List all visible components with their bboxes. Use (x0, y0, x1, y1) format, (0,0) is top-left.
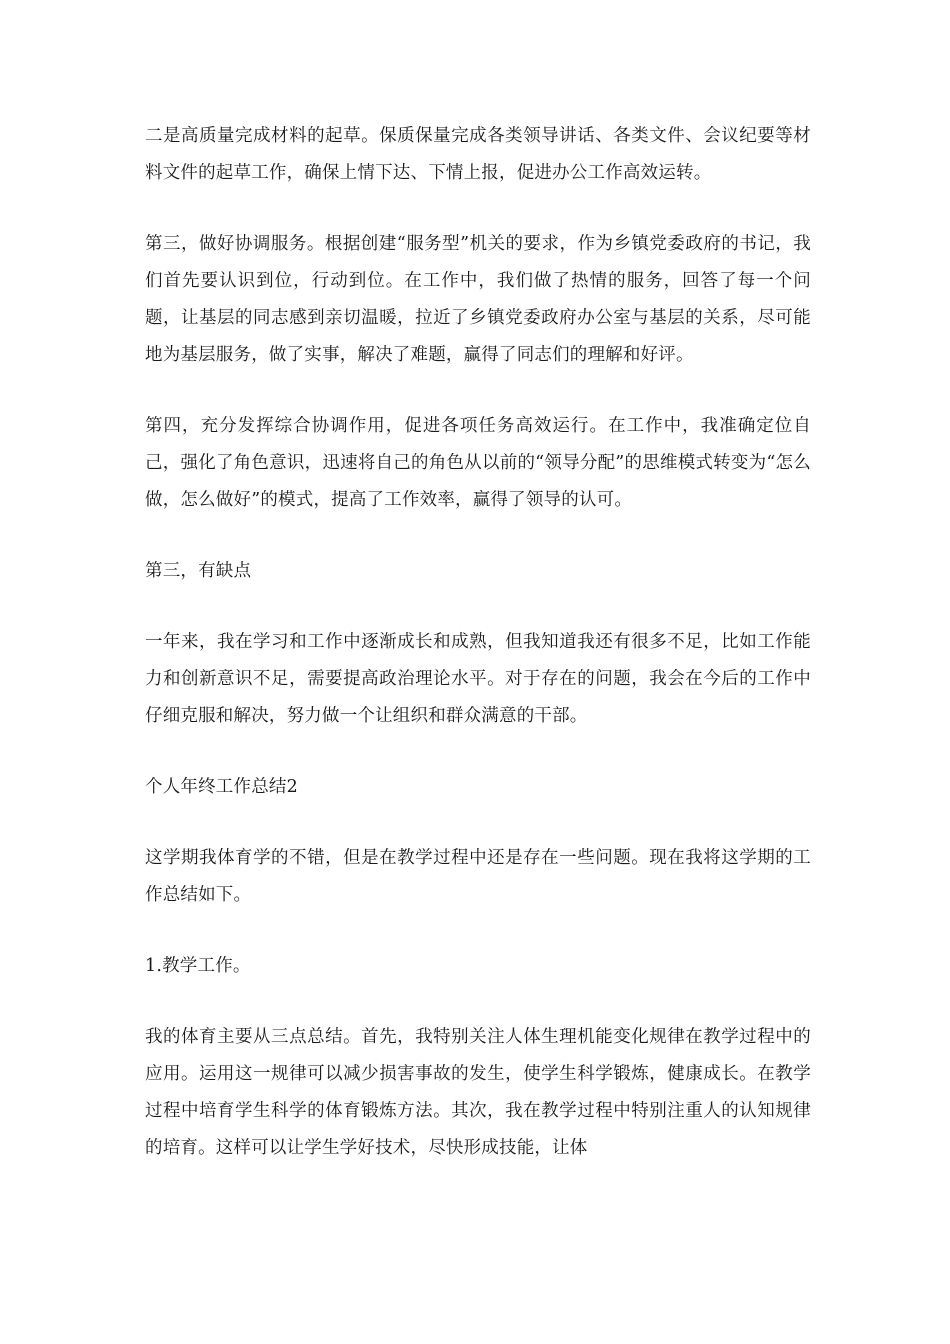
section-heading-summary-2: 个人年终工作总结2 (145, 777, 298, 797)
paragraph-coordination-role: 第四，充分发挥综合协调作用，促进各项任务高效运行。在工作中，我准确定位自己，强化了角色意识，迅速将自己的角色从以前的“领导分配”的思维模式转变为“怎么做，怎么做好”的模式，提高了工作效率，赢得了领导的认可。 (145, 416, 811, 510)
document-body (145, 118, 811, 1167)
paragraph-coordination-service: 第三，做好协调服务。根据创建“服务型”机关的要求，作为乡镇党委政府的书记，我们首先要认识到位，行动到位。在工作中，我们做了热情的服务，回答了每一个问题，让基层的同志感到亲切温暖，拉近了乡镇党委政府办公室与基层的关系，尽可能地为基层服务，做了实事，解决了难题，赢得了同志们的理解和好评。 (145, 234, 811, 365)
paragraph-shortcomings: 一年来，我在学习和工作中逐渐成长和成熟，但我知道我还有很多不足，比如工作能力和创新意识不足，需要提高政治理论水平。对于存在的问题，我会在今后的工作中仔细克服和解决，努力做一个让组织和群众满意的干部。 (145, 632, 811, 726)
paragraph-semester-intro: 这学期我体育学的不错，但是在教学过程中还是存在一些问题。现在我将这学期的工作总结如下。 (145, 848, 811, 905)
section-heading-teaching-work: 1.教学工作。 (145, 956, 251, 976)
paragraph-material-drafting: 二是高质量完成材料的起草。保质保量完成各类领导讲话、各类文件、会议纪要等材料文件的起草工作，确保上情下达、下情上报，促进办公工作高效运转。 (145, 126, 811, 183)
paragraph-teaching-details: 我的体育主要从三点总结。首先，我特别关注人体生理机能变化规律在教学过程中的应用。运用这一规律可以减少损害事故的发生，使学生科学锻炼，健康成长。在教学过程中培育学生科学的体育锻炼方法。其次，我在教学过程中特别注重人的认知规律的培育。这样可以让学生学好技术，尽快形成技能，让体 (145, 1027, 811, 1158)
section-heading-shortcomings: 第三，有缺点 (145, 561, 252, 581)
